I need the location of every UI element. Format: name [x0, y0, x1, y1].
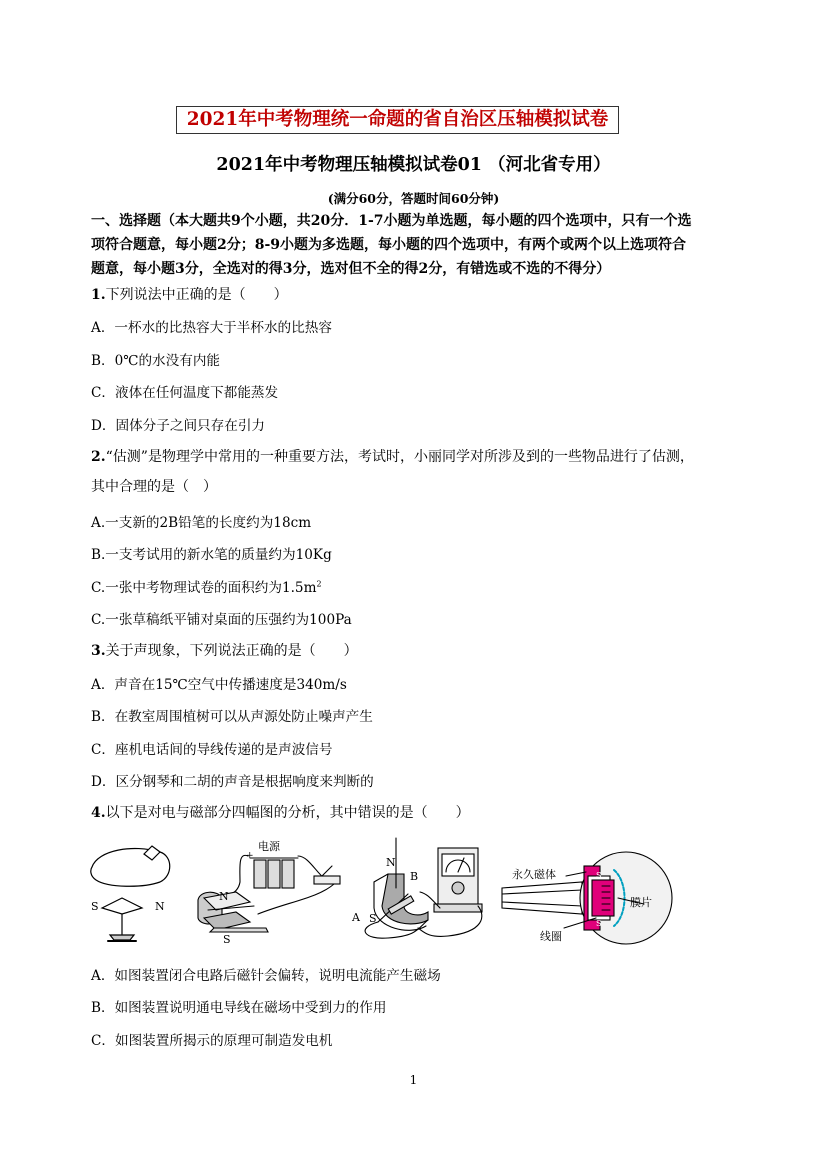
question-2-option-c-exponent: 2	[316, 579, 322, 589]
question-4-option-a: A．如图装置闭合电路后磁针会偏转，说明电流能产生磁场	[91, 968, 441, 984]
question-2-option-b: B.一支考试用的新水笔的质量约为10Kg	[91, 547, 332, 563]
question-2-option-c-text: C.一张中考物理试卷的面积约为1.5m	[91, 580, 317, 596]
question-3-option-a: A．声音在15℃空气中传播速度是340m/s	[91, 677, 347, 693]
section-instructions-line-3: 题意，每小题3分，全选对的得3分，选对但不全的得2分，有错选或不选的不得分）	[91, 261, 611, 277]
question-4-stem	[91, 802, 470, 822]
question-3-text: 关于声现象，下列说法正确的是（ ）	[105, 643, 358, 659]
section-instructions-line-2: 项符合题意，每小题2分；8-9小题为多选题，每小题的四个选项中，有两个或两个以上选项符合	[91, 237, 687, 253]
figure-4-membrane-label: 膜片	[630, 896, 652, 909]
question-1-option-b: B．0℃的水没有内能	[91, 353, 221, 369]
figure-2-power-label: 电源	[258, 840, 280, 853]
figure-4-label-s-top: S	[596, 871, 602, 880]
figure-2-label-n: N	[219, 890, 229, 903]
figure-1-compass-wire	[91, 846, 170, 941]
question-2-stem-line-2: 其中合理的是（ ）	[91, 479, 217, 495]
figure-4-label-s-bottom: S	[596, 919, 602, 928]
question-2-stem-line-1	[91, 446, 694, 466]
figure-3-label-s: S	[369, 912, 377, 925]
question-4-option-c: C．如图装置所揭示的原理可制造发电机	[91, 1033, 333, 1049]
question-2-option-c	[91, 576, 322, 596]
question-1-option-a: A．一杯水的比热容大于半杯水的比热容	[91, 320, 332, 336]
question-2-number: 2.	[91, 449, 106, 465]
question-3-stem	[91, 640, 358, 660]
exam-series-banner: 2021年中考物理统一命题的省自治区压轴模拟试卷	[176, 106, 619, 134]
question-3-option-d: D．区分钢琴和二胡的声音是根据响度来判断的	[91, 774, 374, 790]
question-2-text: “估测”是物理学中常用的一种重要方法，考试时，小丽同学对所涉及到的一些物品进行了估测，	[105, 449, 694, 465]
question-4-number: 4.	[91, 805, 106, 821]
question-1-option-d: D．固体分子之间只存在引力	[91, 418, 266, 434]
question-3-option-b: B．在教室周围植树可以从声源处防止噪声产生	[91, 709, 373, 725]
exam-subtitle: (满分60分，答题时间60分钟)	[327, 191, 500, 206]
question-2-option-a: A.一支新的2B铅笔的长度约为18cm	[91, 515, 312, 531]
question-4-figures	[88, 832, 688, 948]
figure-3-label-a: A	[352, 911, 360, 924]
exam-title: 2021年中考物理压轴模拟试卷01 （河北省专用）	[216, 155, 611, 175]
question-3-number: 3.	[91, 643, 106, 659]
figure-4-coil-label: 线圈	[540, 930, 562, 943]
question-4-option-b: B．如图装置说明通电导线在磁场中受到力的作用	[91, 1000, 387, 1016]
question-3-option-c: C．座机电话间的导线传递的是声波信号	[91, 742, 333, 758]
figure-2-plus-sign: +	[246, 851, 254, 861]
figure-3-label-n: N	[386, 856, 396, 869]
question-1-option-c: C．液体在任何温度下都能蒸发	[91, 385, 279, 401]
figure-4-magnet-label: 永久磁体	[512, 868, 556, 881]
figure-3-label-b: B	[410, 870, 419, 883]
figure-1-label-n: N	[155, 900, 165, 913]
question-1-number: 1.	[91, 287, 106, 303]
figure-2-label-s: S	[223, 933, 231, 946]
section-instructions-line-1: 一、选择题（本大题共9个小题，共20分．1-7小题为单选题，每小题的四个选项中，只有一个选	[91, 213, 692, 229]
question-4-text: 以下是对电与磁部分四幅图的分析，其中错误的是（ ）	[105, 805, 470, 821]
question-1-stem	[91, 284, 288, 304]
question-2-option-d: C.一张草稿纸平铺对桌面的压强约为100Pa	[91, 612, 352, 628]
page-number: 1	[409, 1073, 418, 1087]
figure-3-generator-setup	[365, 838, 482, 938]
figure-1-label-s: S	[91, 900, 99, 913]
question-1-text: 下列说法中正确的是（ ）	[105, 287, 288, 303]
